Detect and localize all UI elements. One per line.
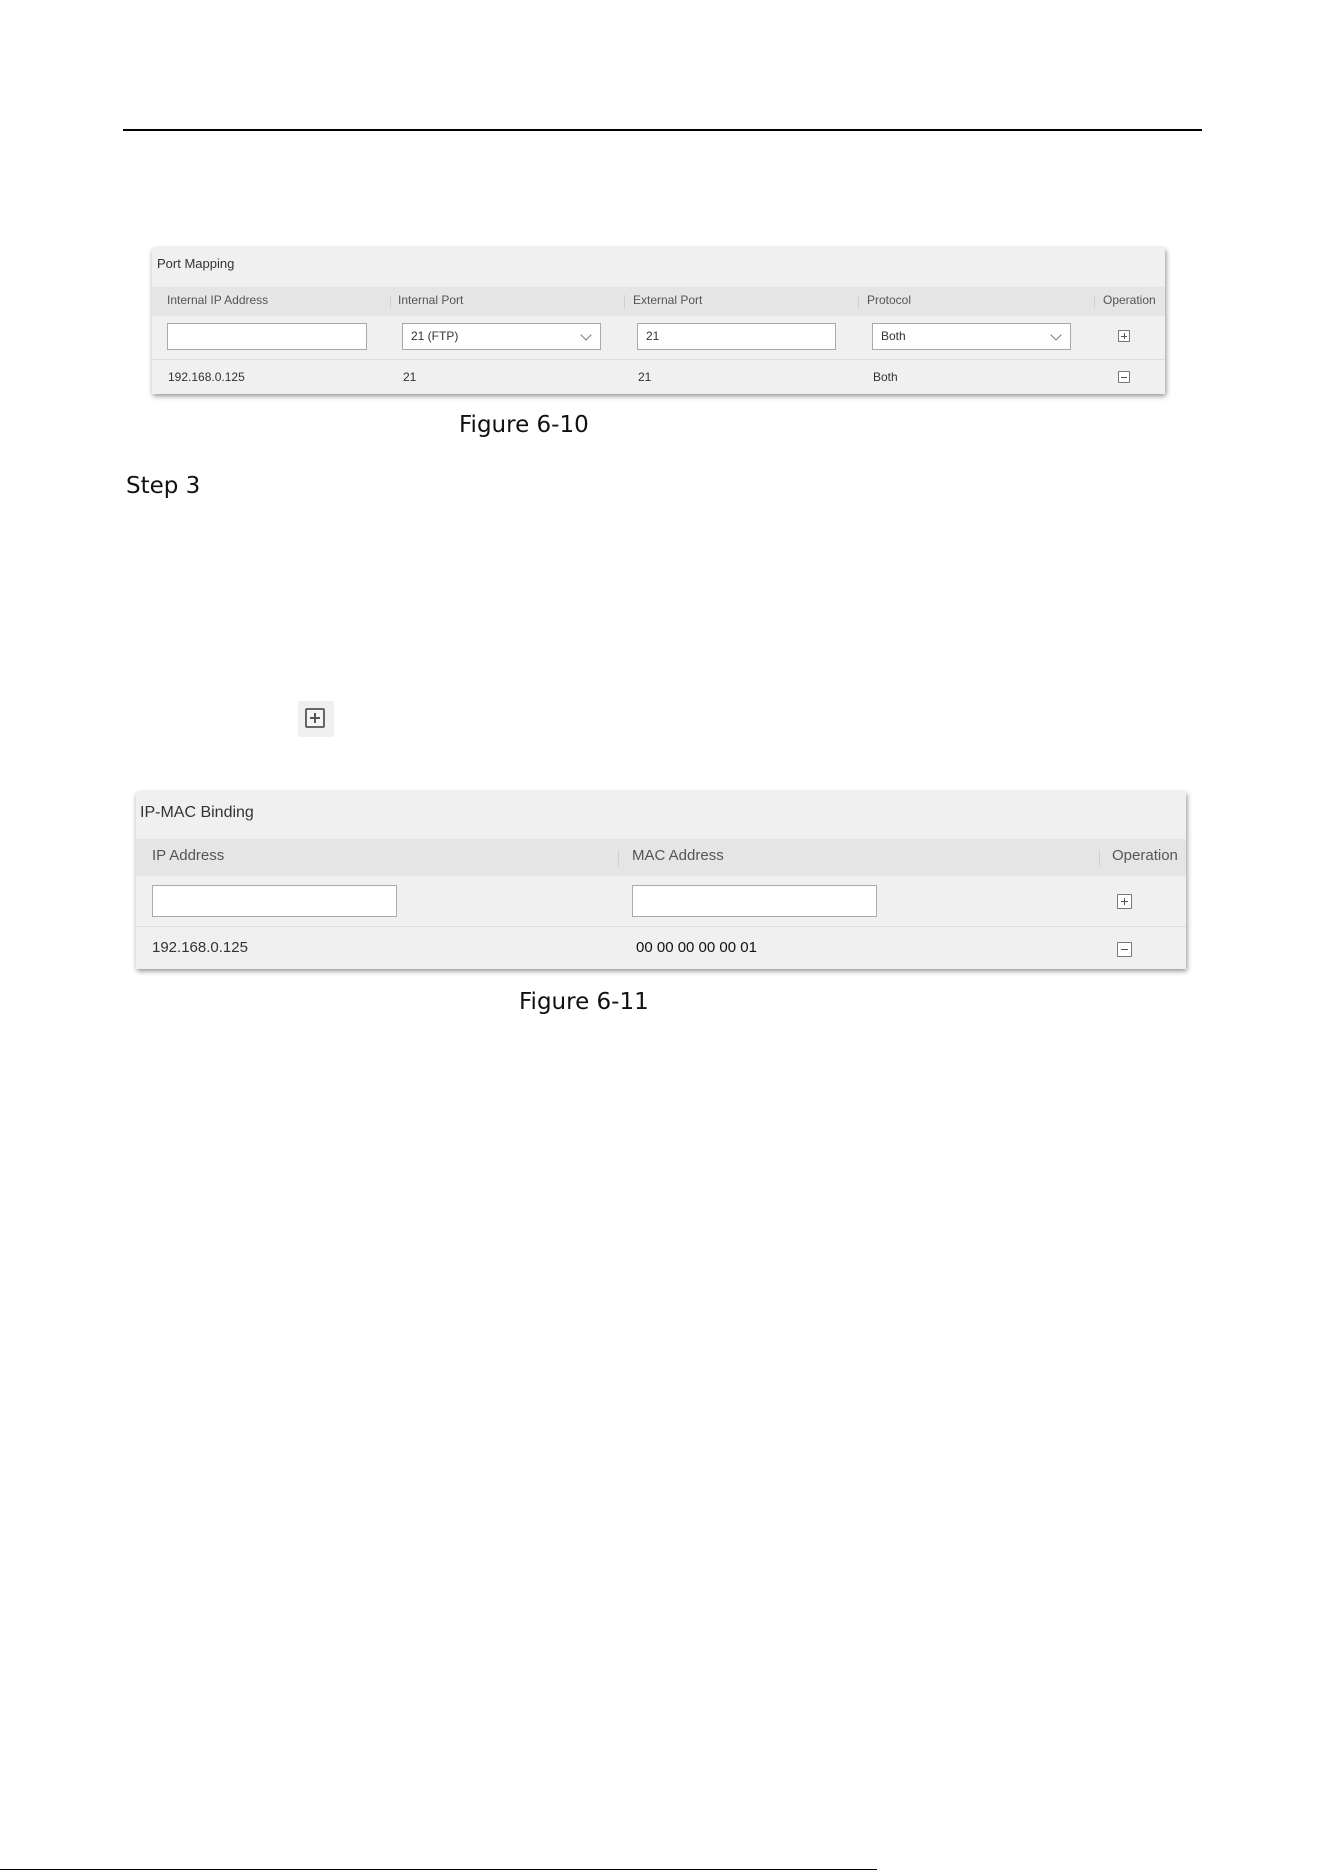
internal-port-select[interactable]: 21 (FTP) (402, 323, 601, 350)
internal-ip-input[interactable] (167, 323, 367, 350)
add-binding-button[interactable] (1117, 894, 1132, 909)
column-header-ip-address: IP Address (152, 847, 225, 864)
column-header-internal-port: Internal Port (398, 293, 464, 307)
figure-caption: Figure 6-11 (519, 989, 649, 1015)
table-row (136, 927, 1186, 969)
column-header-external-port: External Port (633, 293, 703, 307)
mac-address-input[interactable] (632, 885, 877, 917)
header-rule (123, 129, 1202, 131)
footer-rule (0, 1869, 877, 1870)
cell-internal-ip: 192.168.0.125 (168, 370, 245, 384)
delete-rule-button[interactable] (1118, 371, 1130, 383)
cell-protocol: Both (873, 370, 898, 384)
external-port-input[interactable]: 21 (637, 323, 836, 350)
ip-address-input[interactable] (152, 885, 397, 917)
cell-internal-port: 21 (403, 370, 417, 384)
table-row (152, 360, 1165, 394)
column-header-operation: Operation (1112, 847, 1178, 864)
column-header-operation: Operation (1103, 293, 1156, 307)
table-header (152, 287, 1165, 316)
figure-caption: Figure 6-10 (459, 412, 589, 438)
ip-mac-binding-panel (136, 792, 1186, 969)
chevron-down-icon (1050, 329, 1061, 340)
panel-title: Port Mapping (157, 256, 235, 271)
port-mapping-panel (152, 248, 1165, 394)
cell-ip-address: 192.168.0.125 (152, 939, 248, 956)
cell-external-port: 21 (638, 370, 652, 384)
add-icon-illustration (298, 701, 334, 737)
column-header-mac-address: MAC Address (632, 847, 724, 864)
delete-binding-button[interactable] (1117, 942, 1132, 957)
step-label: Step 3 (126, 473, 201, 499)
column-header-internal-ip: Internal IP Address (167, 293, 269, 307)
plus-square-icon (305, 708, 325, 728)
table-header (136, 839, 1186, 876)
panel-title: IP-MAC Binding (140, 804, 254, 821)
protocol-select[interactable]: Both (872, 323, 1071, 350)
column-header-protocol: Protocol (867, 293, 912, 307)
add-rule-button[interactable] (1118, 330, 1130, 342)
chevron-down-icon (580, 329, 591, 340)
cell-mac-address: 00 00 00 00 00 01 (636, 939, 757, 956)
